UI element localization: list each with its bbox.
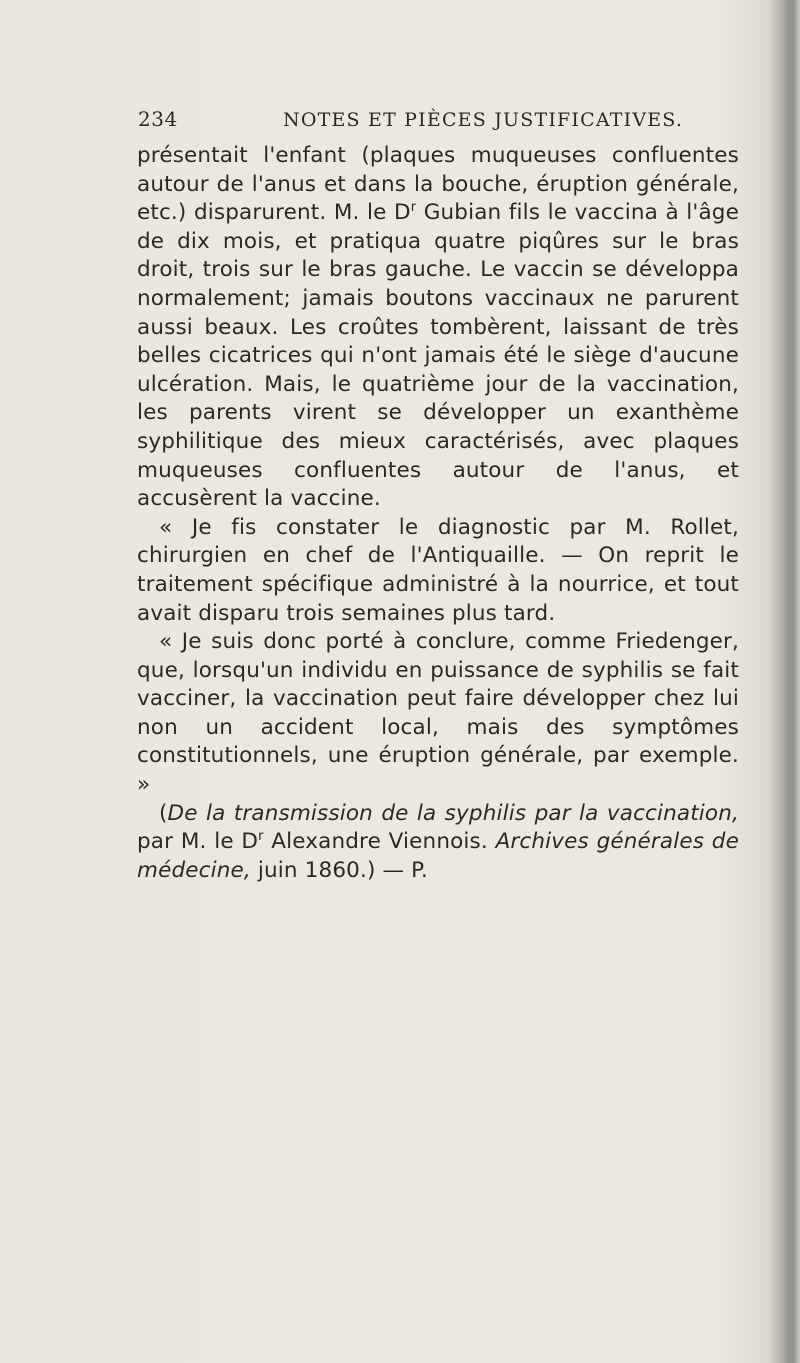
running-title: NOTES ET PIÈCES JUSTIFICATIVES. [283, 109, 684, 131]
paragraph-1-text-a: présentait l'enfant (plaques muqueuses confluentes autour de l'anus et dans la bouche, éruption générale, etc.) disparurent. M. le D [137, 143, 739, 226]
body-text [137, 142, 739, 885]
citation-date: juin 1860.) — P. [250, 857, 428, 883]
citation-by: par M. le D [137, 829, 259, 855]
citation-author: Alexandre Viennois. [263, 829, 496, 855]
citation [137, 800, 739, 886]
paragraph-3: « Je suis donc porté à conclure, comme Friedenger, que, lorsqu'un individu en puissance de syphilis se fait vacciner, la vaccination peut faire développer chez lui non un accident local, mais des symptômes constitutionnels, une éruption générale, par exemple. » [137, 629, 739, 798]
citation-journal: Archives générales de médecine, [137, 829, 739, 883]
citation-title: De la transmission de la syphilis par la vaccination, [167, 800, 739, 826]
paragraph-1-text-b: Gubian fils le vaccina à l'âge de dix mois, et pratiqua quatre piqûres sur le bras droit, trois sur le bras gauche. Le vaccin se développa normalement; jamais boutons vaccinaux ne parurent aussi beaux. Les croûtes tombèrent, laissant de très belles cicatrices qui n'ont jamais été le siège d'aucune ulcération. Mais, le quatrième jour de la vaccination, les parents virent se développer un exanthème syphilitique des mieux caractérisés, avec plaques muqueuses confluentes autour de l'anus, et accusèrent la vaccine. [137, 200, 739, 512]
paragraph-2: « Je fis constater le diagnostic par M. Rollet, chirurgien en chef de l'Antiquaille. — On reprit le traitement spécifique administré à la nourrice, et tout avait disparu trois semaines plus tard. [137, 514, 739, 626]
paragraph-1 [137, 142, 739, 514]
page-header [138, 107, 738, 137]
citation-open: ( [159, 800, 168, 826]
page-edge-shadow [786, 0, 800, 1363]
citation-sup: r [258, 829, 264, 845]
superscript-r: r [410, 200, 417, 216]
page-number: 234 [138, 107, 178, 131]
